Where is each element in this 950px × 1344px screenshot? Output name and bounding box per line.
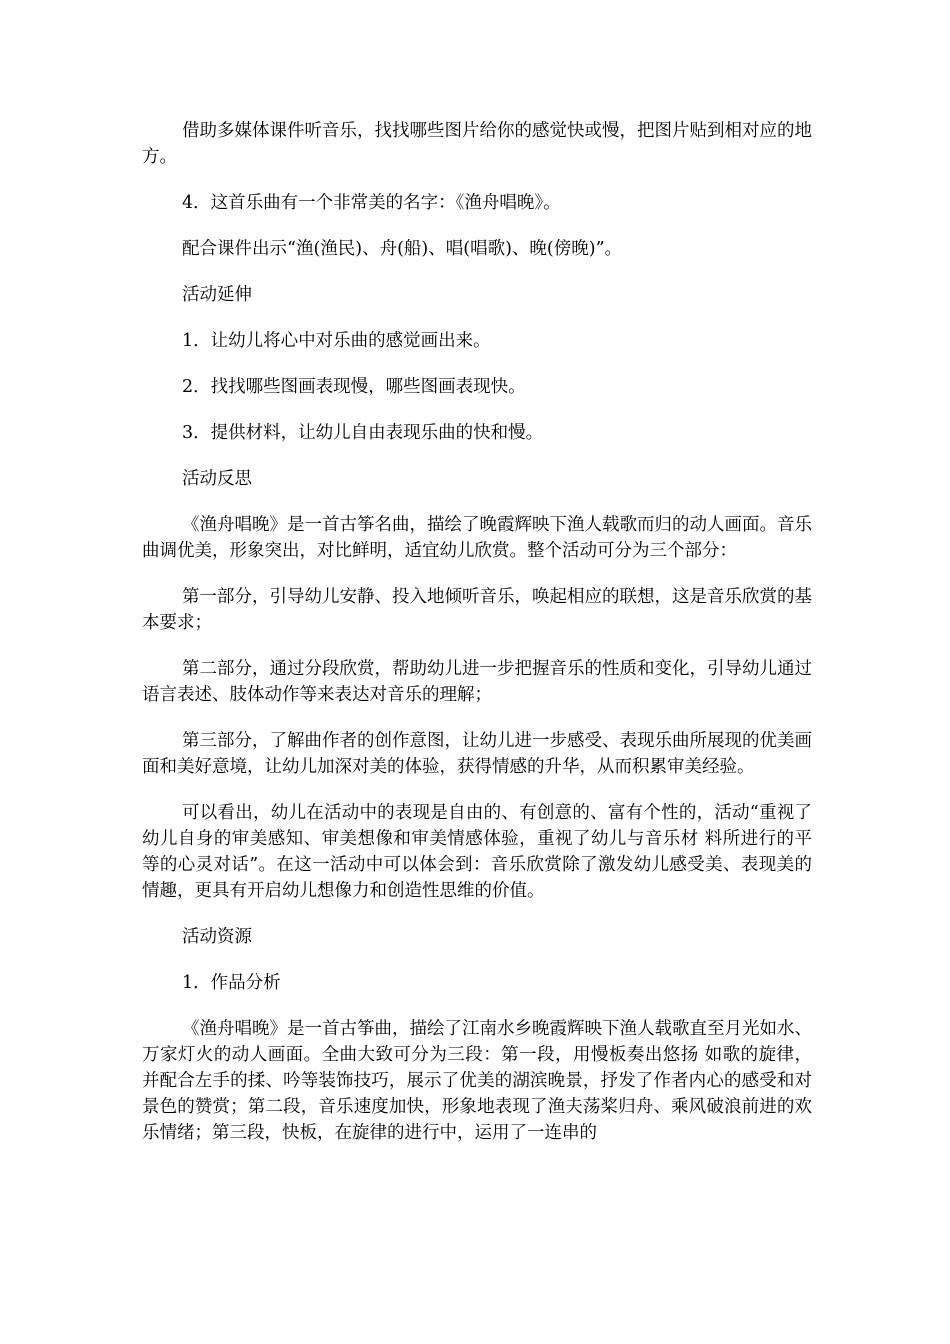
paragraph-part-two: 第二部分，通过分段欣赏，帮助幼儿进一步把握音乐的性质和变化，引导幼儿通过语言表述、肢体动作等来表达对音乐的理解；	[142, 659, 812, 705]
paragraph-part-one: 第一部分，引导幼儿安静、投入地倾听音乐，唤起相应的联想，这是音乐欣赏的基本要求；	[142, 587, 812, 633]
heading-work-analysis: 1．作品分析	[182, 973, 281, 993]
paragraph-multimedia-intro: 借助多媒体课件听音乐，找找哪些图片给你的感觉快或慢，把图片贴到相对应的地方。	[142, 121, 812, 167]
heading-activity-resources: 活动资源	[182, 927, 252, 947]
paragraph-courseware-words: 配合课件出示“渔(渔民)、舟(船)、唱(唱歌)、晚(傍晚)”。	[182, 239, 623, 259]
paragraph-reflection-intro: 《渔舟唱晚》是一首古筝名曲，描绘了晚霞辉映下渔人载歌而归的动人画面。音乐曲调优美，形象突出，对比鲜明，适宜幼儿欣赏。整个活动可分为三个部分：	[142, 515, 812, 561]
paragraph-step-4-title: 4．这首乐曲有一个非常美的名字：《渔舟唱晚》。	[182, 193, 561, 213]
paragraph-work-analysis: 《渔舟唱晚》是一首古筝曲，描绘了江南水乡晚霞辉映下渔人载歌直至月光如水、万家灯火的动人画面。全曲大致可分为三段：第一段，用慢板奏出悠扬 如歌的旋律，并配合左手的揉、吟等装饰技巧，展示了优美的湖滨晚景，抒发了作者内心的感受和对景色的赞赏；第二段，音乐速度加快，形象地表现了渔夫荡桨归舟、乘风破浪前进的欢乐情绪；第三段，快板，在旋律的进行中，运用了一连串的	[142, 1019, 812, 1143]
heading-activity-extension: 活动延伸	[182, 285, 252, 305]
list-item-extension-2: 2．找找哪些图画表现慢，哪些图画表现快。	[182, 377, 526, 397]
heading-activity-reflection: 活动反思	[182, 469, 252, 489]
document-page	[142, 118, 812, 1166]
paragraph-conclusion: 可以看出，幼儿在活动中的表现是自由的、有创意的、富有个性的，活动“重视了幼儿自身的审美感知、审美想像和审美情感体验，重视了幼儿与音乐材 料所进行的平等的心灵对话”。在这一活动中可以体会到：音乐欣赏除了激发幼儿感受美、表现美的情趣，更具有开启幼儿想像力和创造性思维的价值。	[142, 803, 812, 901]
paragraph-part-three: 第三部分，了解曲作者的创作意图，让幼儿进一步感受、表现乐曲所展现的优美画面和美好意境，让幼儿加深对美的体验，获得情感的升华，从而积累审美经验。	[142, 731, 812, 777]
list-item-extension-3: 3．提供材料，让幼儿自由表现乐曲的快和慢。	[182, 423, 544, 443]
list-item-extension-1: 1．让幼儿将心中对乐曲的感觉画出来。	[182, 331, 491, 351]
